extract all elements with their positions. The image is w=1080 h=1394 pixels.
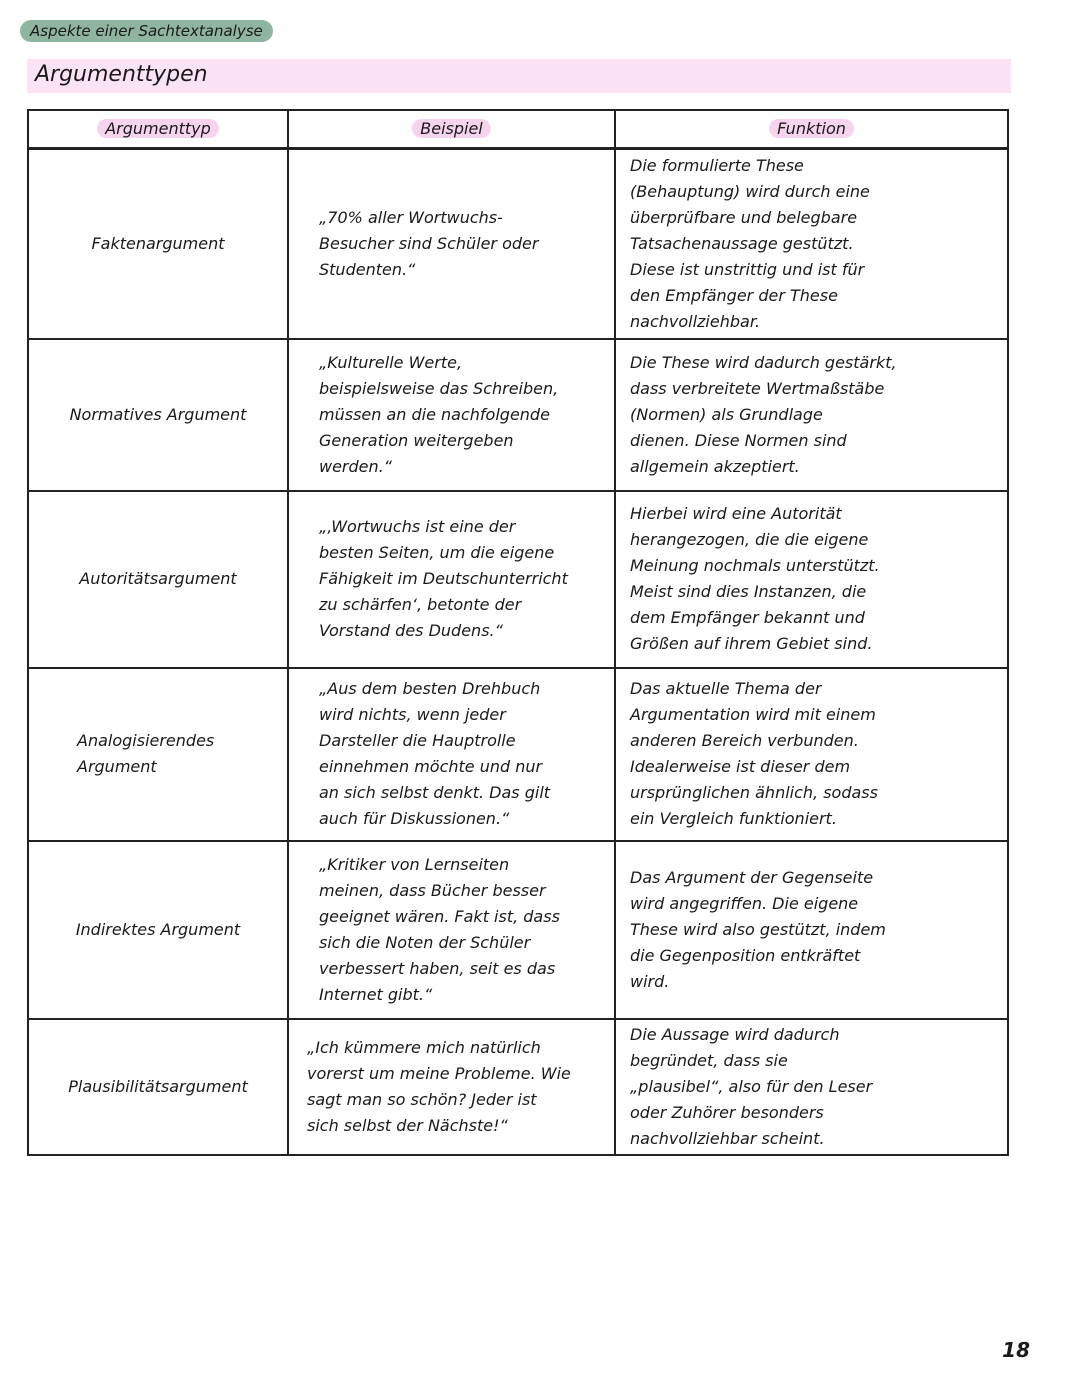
page-number: 18	[1002, 1338, 1030, 1362]
example: „Kritiker von Lernseiten meinen, dass Bücher besser geeignet wären. Fakt ist, dass sich die Noten der Schüler verbessert haben, seit es das Internet gibt.“	[288, 841, 615, 1019]
function: Hierbei wird eine Autorität herangezogen, die die eigene Meinung nochmals unterstützt. Meist sind dies Instanzen, die dem Empfänger bekannt und Größen auf ihrem Gebiet sind.	[615, 491, 1008, 668]
table-row	[28, 339, 1008, 491]
column-header	[28, 110, 288, 149]
argument-type: Plausibilitätsargument	[28, 1019, 288, 1155]
column-header-label: Beispiel	[412, 119, 491, 138]
title-bar	[27, 59, 1011, 93]
page-title: Argumenttypen	[35, 62, 208, 87]
example: „70% aller Wortwuchs- Besucher sind Schüler oder Studenten.“	[288, 149, 615, 339]
argument-type: Normatives Argument	[28, 339, 288, 491]
function: Die These wird dadurch gestärkt, dass verbreitete Wertmaßstäbe (Normen) als Grundlage dienen. Diese Normen sind allgemein akzeptiert.	[615, 339, 1008, 491]
column-header	[615, 110, 1008, 149]
example: „Ich kümmere mich natürlich vorerst um meine Probleme. Wie sagt man so schön? Jeder ist sich selbst der Nächste!“	[288, 1019, 615, 1155]
example: „‚Wortwuchs ist eine der besten Seiten, um die eigene Fähigkeit im Deutschunterricht zu schärfen‘, betonte der Vorstand des Dudens.“	[288, 491, 615, 668]
table-row	[28, 668, 1008, 841]
argument-types-table	[27, 109, 1009, 1156]
function: Das Argument der Gegenseite wird angegriffen. Die eigene These wird also gestützt, indem die Gegenposition entkräftet wird.	[615, 841, 1008, 1019]
table-row	[28, 491, 1008, 668]
argument-type: Indirektes Argument	[28, 841, 288, 1019]
column-header-label: Funktion	[769, 119, 854, 138]
column-header-label: Argumenttyp	[97, 119, 219, 138]
table-header	[28, 110, 1008, 149]
argument-type: Faktenargument	[28, 149, 288, 339]
example: „Kulturelle Werte, beispielsweise das Schreiben, müssen an die nachfolgende Generation weitergeben werden.“	[288, 339, 615, 491]
function: Die Aussage wird dadurch begründet, dass sie „plausibel“, also für den Leser oder Zuhörer besonders nachvollziehbar scheint.	[615, 1019, 1008, 1155]
section-chip: Aspekte einer Sachtextanalyse	[20, 20, 273, 42]
argument-type: Analogisierendes Argument	[28, 668, 288, 841]
example: „Aus dem besten Drehbuch wird nichts, wenn jeder Darsteller die Hauptrolle einnehmen möchte und nur an sich selbst denkt. Das gilt auch für Diskussionen.“	[288, 668, 615, 841]
table-row	[28, 1019, 1008, 1155]
table-row	[28, 149, 1008, 339]
column-header	[288, 110, 615, 149]
function: Die formulierte These (Behauptung) wird durch eine überprüfbare und belegbare Tatsachenaussage gestützt. Diese ist unstrittig und ist für den Empfänger der These nachvollziehbar.	[615, 149, 1008, 339]
argument-type: Autoritätsargument	[28, 491, 288, 668]
table-row	[28, 841, 1008, 1019]
function: Das aktuelle Thema der Argumentation wird mit einem anderen Bereich verbunden. Idealerweise ist dieser dem ursprünglichen ähnlich, sodass ein Vergleich funktioniert.	[615, 668, 1008, 841]
